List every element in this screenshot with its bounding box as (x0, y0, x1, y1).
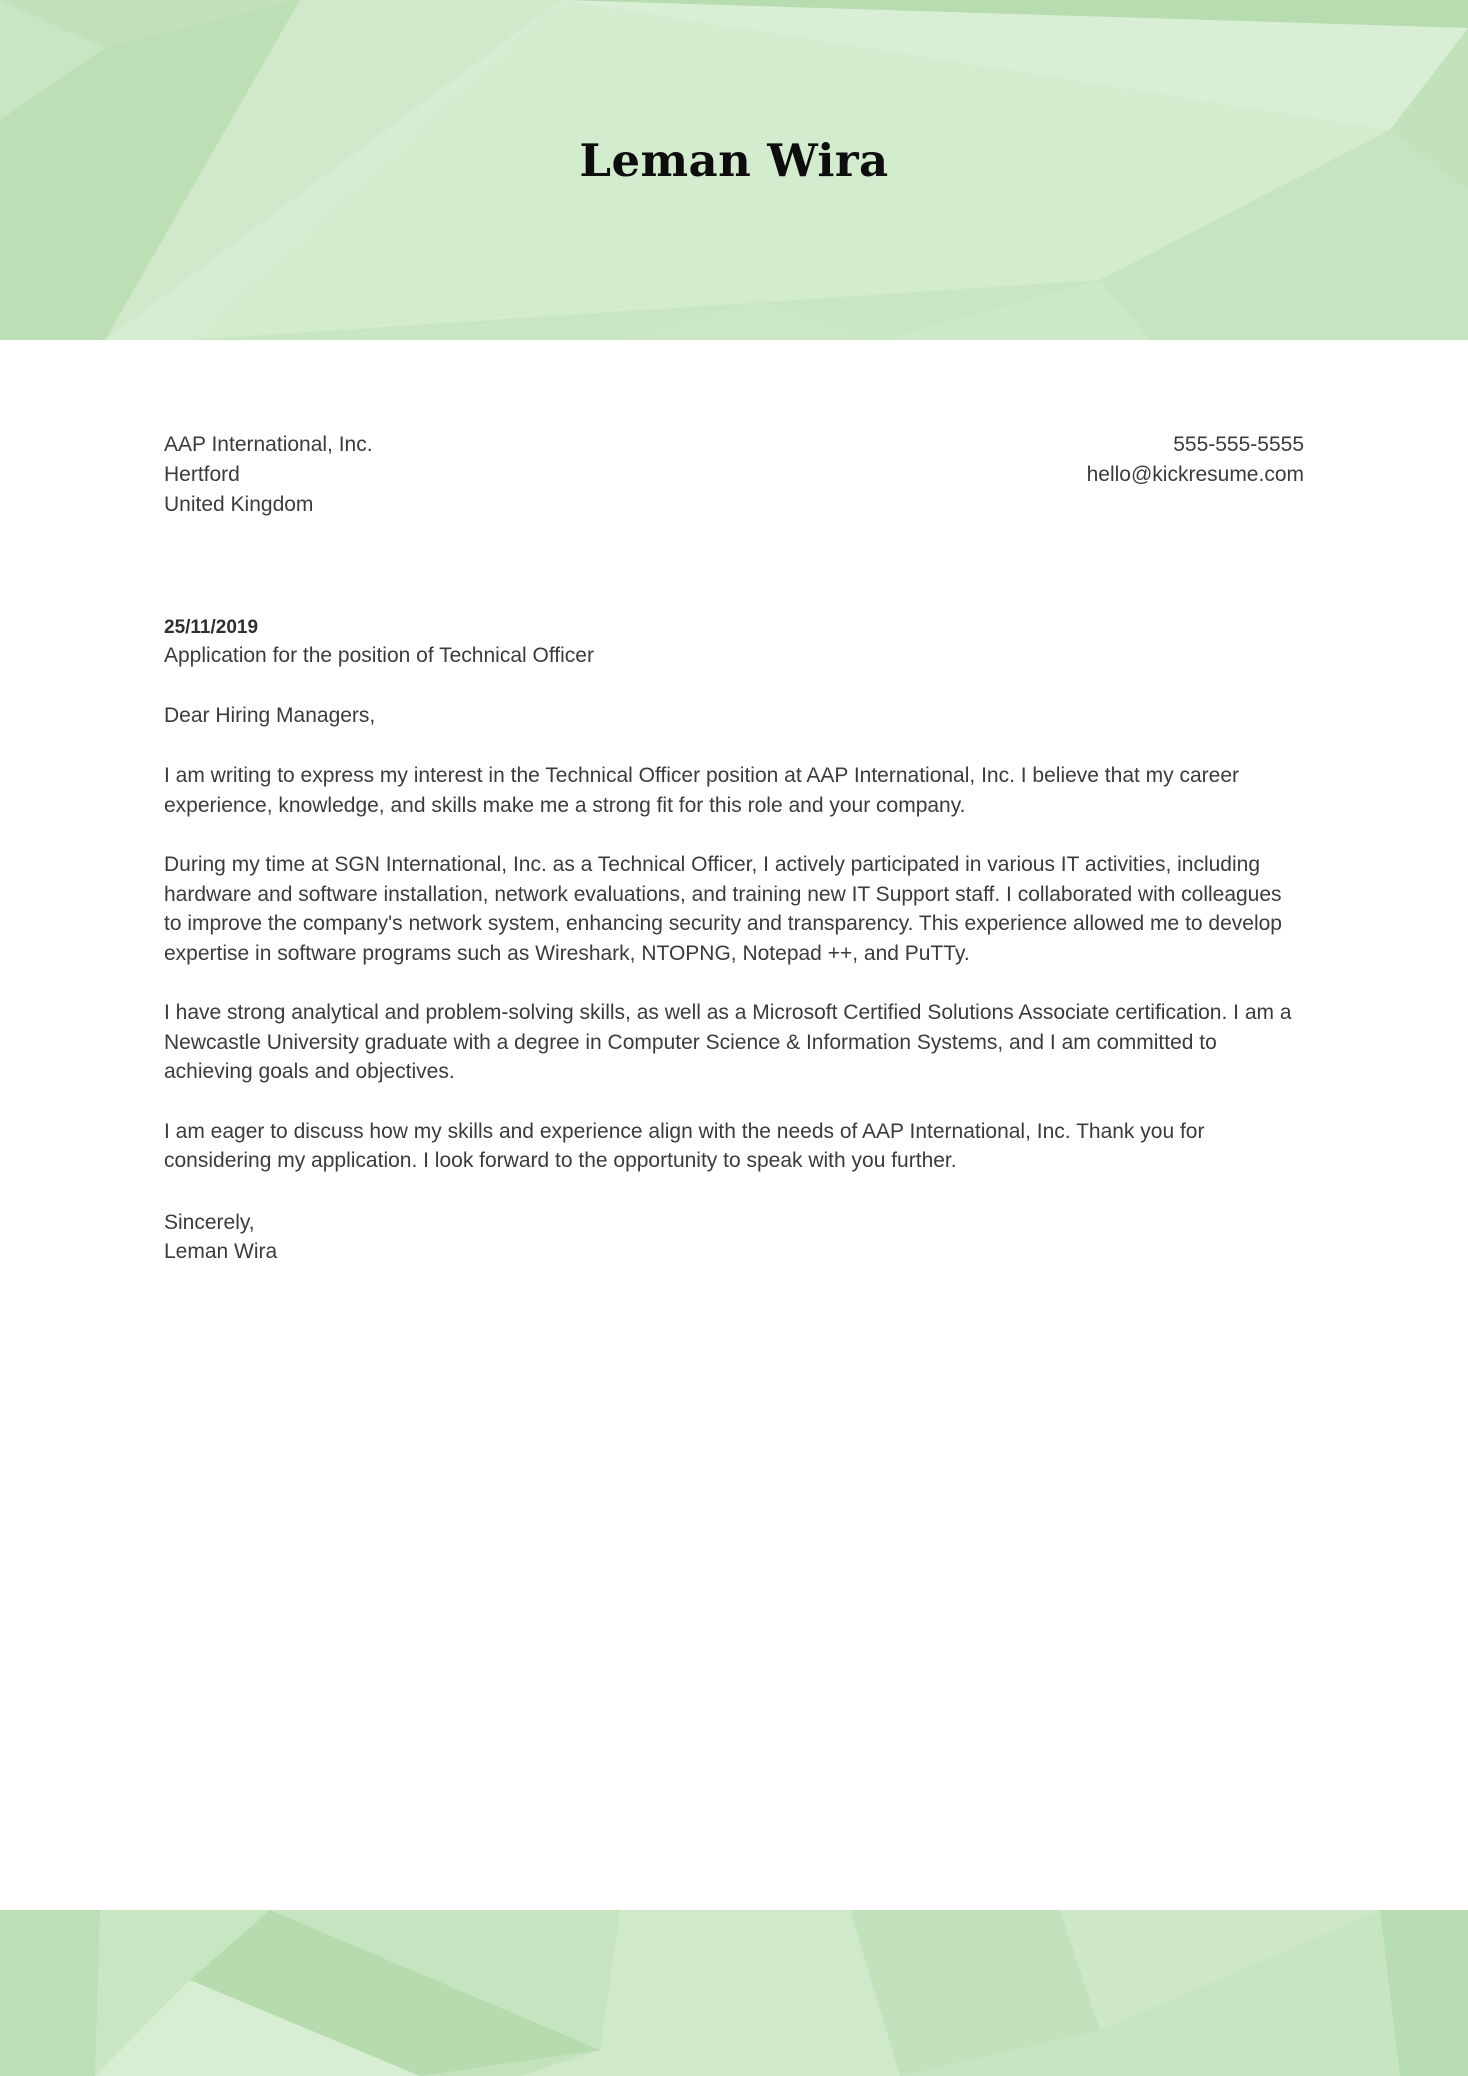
letter-closing: Sincerely, (164, 1210, 255, 1234)
letter-paragraph: I am writing to express my interest in the Technical Officer position at AAP International, Inc. I believe that my career experience, knowledge, and skills make me a strong fit for this role and your company. (164, 764, 1240, 817)
recipient-country: United Kingdom (164, 493, 314, 516)
letter-paragraph: During my time at SGN International, Inc. as a Technical Officer, I actively participated in various IT activities, including hardware and software installation, network evaluations, and training new IT Support staff. I collaborated with colleagues to improve the company's network system, enhancing security and transparency. This experience allowed me to develop expertise in software programs such as Wireshark, NTOPNG, Notepad ++, and PuTTy. (164, 853, 1282, 965)
letter-body (164, 614, 1304, 1267)
page-title: Leman Wira (579, 134, 889, 187)
contact-email: hello@kickresume.com (1086, 463, 1304, 486)
letter-signature-name: Leman Wira (164, 1240, 278, 1263)
low-poly-footer-graphic (0, 1910, 1468, 2076)
letter-signature-block (164, 1208, 1304, 1267)
letter-date: 25/11/2019 (164, 617, 259, 638)
footer-decorative-band (0, 1910, 1468, 2076)
letter-paragraph: I have strong analytical and problem-solving skills, as well as a Microsoft Certified Solutions Associate certification. I am a Newcastle University graduate with a degree in Computer Science & Information Systems, and I am committed to achieving goals and objectives. (164, 1001, 1292, 1083)
low-poly-header-graphic (0, 0, 1468, 340)
sender-contact-block (1087, 430, 1304, 490)
header-decorative-band (0, 0, 1468, 340)
letter-paragraph: I am eager to discuss how my skills and experience align with the needs of AAP International, Inc. Thank you for considering my application. I look forward to the opportunity to speak with you further. (164, 1119, 1205, 1172)
contact-phone: 555-555-5555 (1173, 433, 1304, 456)
letter-salutation: Dear Hiring Managers, (164, 704, 376, 727)
recipient-address-block (164, 430, 373, 520)
letter-subject: Application for the position of Technical Officer (164, 644, 594, 667)
recipient-company: AAP International, Inc. (164, 433, 373, 456)
letter-content (0, 340, 1468, 1267)
recipient-city: Hertford (164, 463, 240, 486)
address-row (164, 340, 1304, 520)
